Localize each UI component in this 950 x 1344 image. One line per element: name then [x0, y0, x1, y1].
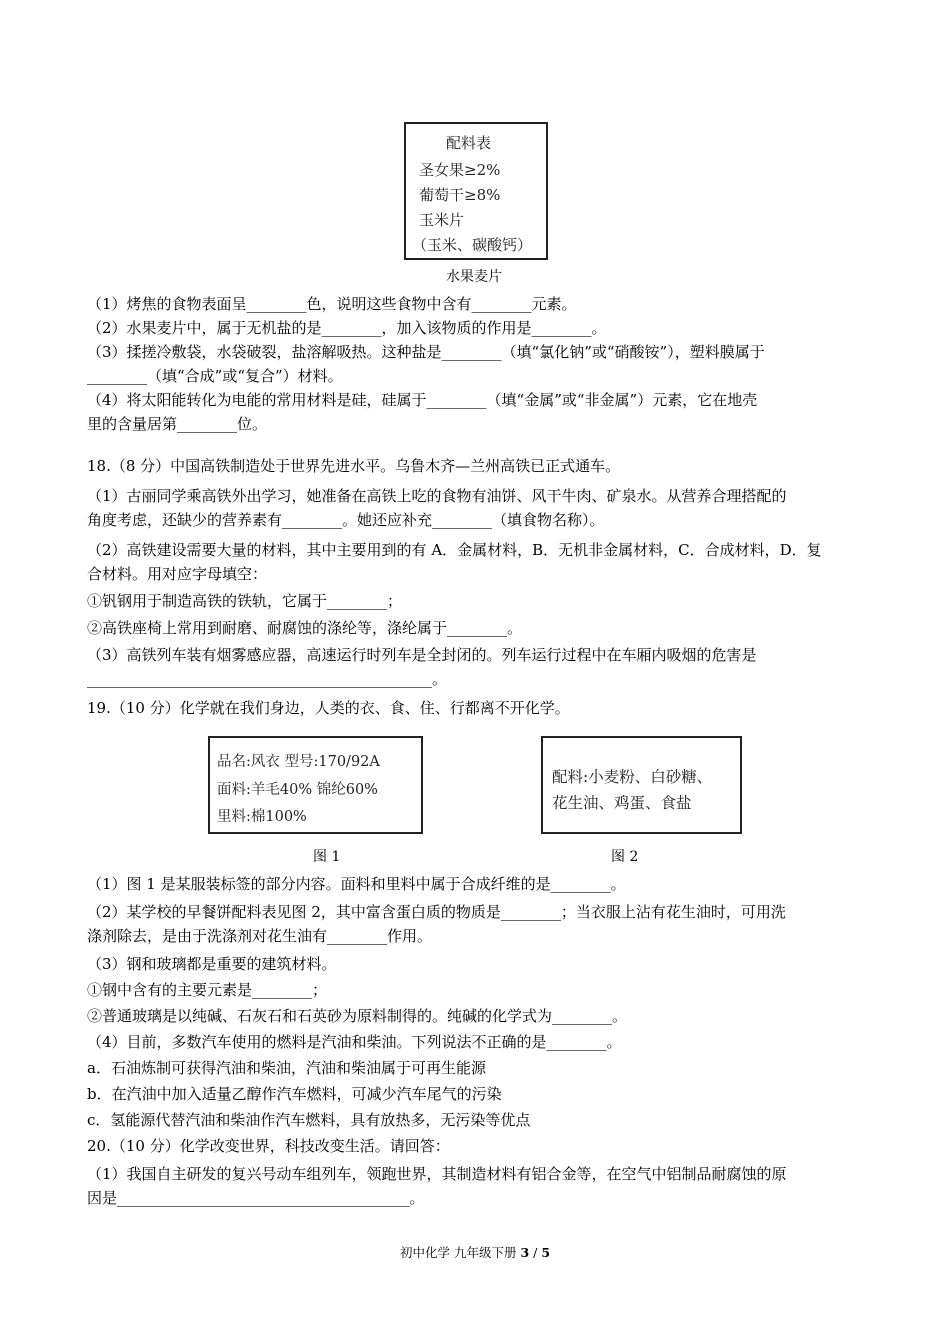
footer-subject: 初中化学 九年级下册 [399, 1245, 517, 1260]
text-line: ②高铁座椅上常用到耐磨、耐腐蚀的涤纶等，涤纶属于________。 [87, 619, 523, 637]
text-line: （4）将太阳能转化为电能的常用材料是硅，硅属于________（填“金属”或“非金属”）元素，它在地壳 [87, 391, 758, 409]
ingredient-line: 玉米片 [419, 211, 465, 229]
text-line: （1）古丽同学乘高铁外出学习，她准备在高铁上吃的食物有油饼、风干牛肉、矿泉水。从营养合理搭配的 [87, 487, 787, 505]
text-line: （3）高铁列车装有烟雾感应器，高速运行时列车是全封闭的。列车运行过程中在车厢内吸烟的危害是 [87, 646, 757, 664]
text-line: a．石油炼制可获得汽油和柴油，汽油和柴油属于可再生能源 [87, 1059, 486, 1077]
text-line: （4）目前，多数汽车使用的燃料是汽油和柴油。下列说法不正确的是________。 [87, 1033, 622, 1051]
ingredient-line: 葡萄干≥8% [419, 186, 501, 204]
text-line: ①钢中含有的主要元素是________； [87, 981, 328, 999]
text-line: （3）揉搓冷敷袋，水袋破裂，盐溶解吸热。这种盐是________（填“氯化钠”或“硝酸铵”），塑料膜属于 [87, 343, 765, 361]
clothing-label-line: 里料:棉100% [217, 809, 307, 825]
text-line: （1）我国自主研发的复兴号动车组列车，领跑世界，其制造材料有铝合金等，在空气中铝制品耐腐蚀的原 [87, 1165, 787, 1183]
clothing-label-line: 品名:风衣 型号:170/92A [217, 754, 380, 770]
text-line: ①钒钢用于制造高铁的铁轨，它属于________； [87, 592, 403, 610]
ingredient-table-figure [404, 122, 548, 260]
text-line: 18.（8 分）中国高铁制造处于世界先进水平。乌鲁木齐—兰州高铁已正式通车。 [87, 457, 621, 475]
figure-1-caption: 图 1 [313, 849, 341, 865]
text-line: 涤剂除去，是由于洗涤剂对花生油有________作用。 [87, 927, 433, 945]
text-line: 角度考虑，还缺少的营养素有________。她还应补充________（填食物名称）。 [87, 511, 605, 529]
text-line: （2）水果麦片中，属于无机盐的是________，加入该物质的作用是________。 [87, 319, 607, 337]
breakfast-ingredients-figure [541, 736, 742, 834]
text-line: ______________________________________________。 [87, 670, 448, 688]
text-line: c．氢能源代替汽油和柴油作汽车燃料，具有放热多，无污染等优点 [87, 1111, 531, 1129]
breakfast-ingredient-line: 花生油、鸡蛋、食盐 [552, 794, 692, 812]
text-line: （2）某学校的早餐饼配料表见图 2，其中富含蛋白质的物质是________；当衣服上沾有花生油时，可用洗 [87, 903, 786, 921]
text-line: 里的含量居第________位。 [87, 415, 268, 433]
text-line: （1）图 1 是某服装标签的部分内容。面料和里料中属于合成纤维的是________。 [87, 875, 626, 893]
footer-page-total: 5 [541, 1245, 551, 1260]
footer-separator: / [533, 1245, 538, 1260]
text-line: （3）钢和玻璃都是重要的建筑材料。 [87, 955, 337, 973]
ingredient-table-caption: 水果麦片 [446, 269, 502, 285]
ingredient-line: （玉米、碳酸钙） [412, 236, 533, 254]
breakfast-ingredient-line: 配料:小麦粉、白砂糖、 [552, 768, 713, 786]
question-17-block [87, 292, 867, 436]
text-line: 20.（10 分）化学改变世界，科技改变生活。请回答： [87, 1137, 450, 1155]
footer-page-number: 3 [520, 1245, 530, 1260]
page-footer [0, 1243, 950, 1261]
clothing-label-figure [208, 736, 423, 834]
text-line: ②普通玻璃是以纯碱、石灰石和石英砂为原料制得的。纯碱的化学式为________。 [87, 1007, 628, 1025]
ingredient-table-title: 配料表 [446, 134, 492, 152]
text-line: 19.（10 分）化学就在我们身边，人类的衣、食、住、行都离不开化学。 [87, 699, 570, 717]
text-line: （1）烤焦的食物表面呈________色，说明这些食物中含有________元素。 [87, 295, 577, 313]
text-line: ________（填“合成”或“复合”）材料。 [87, 367, 343, 385]
clothing-label-line: 面料:羊毛40% 锦纶60% [217, 782, 378, 798]
figure-2-caption: 图 2 [611, 849, 639, 865]
question-18-block [87, 454, 867, 720]
text-line: 合材料。用对应字母填空： [87, 565, 268, 583]
text-line: （2）高铁建设需要大量的材料，其中主要用到的有 A．金属材料，B．无机非金属材料，C．合成材料，D．复 [87, 541, 822, 559]
question-19-20-block [87, 872, 867, 1210]
ingredient-line: 圣女果≥2% [419, 161, 501, 179]
text-line: b．在汽油中加入适量乙醇作汽车燃料，可减少汽车尾气的污染 [87, 1085, 502, 1103]
text-line: 因是_______________________________________。 [87, 1189, 425, 1207]
